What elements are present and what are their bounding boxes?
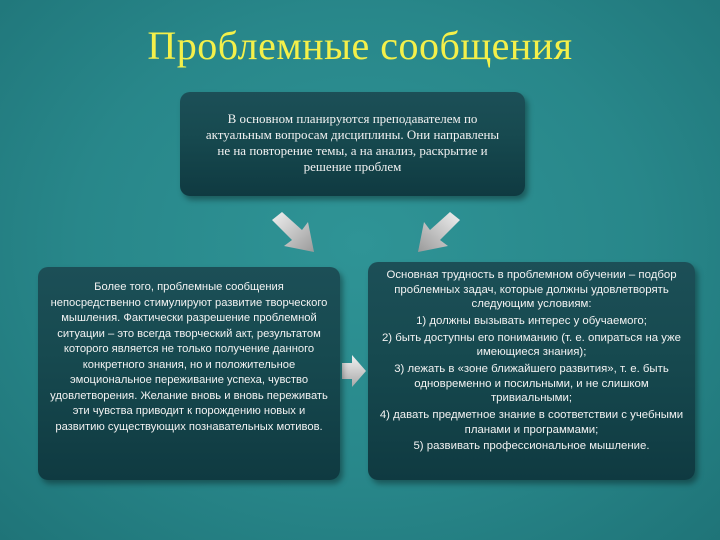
top-box-text: В основном планируются преподавателем по актуальным вопросам дисциплины. Они направлены не на повторение темы, а на анализ, раскрытие и решение проблем [205, 111, 500, 174]
arrow-down-left-icon [408, 206, 464, 258]
left-box [38, 267, 340, 480]
top-box [180, 92, 525, 196]
condition-item: 1) должны вызывать интерес у обучаемого; [416, 314, 647, 327]
right-box [368, 262, 695, 480]
slide-title: Проблемные сообщения [147, 23, 573, 68]
arrow-right-icon [340, 352, 368, 390]
right-box-intro: Основная трудность в проблемном обучении – подбор проблемных задач, которые должны удовлетворять следующим условиям: [386, 269, 677, 310]
condition-item: 5) развивать профессиональное мышление. [413, 440, 650, 453]
left-box-text: Более того, проблемные сообщения непосредственно стимулируют развитие творческого мышления. Фактически разрешение проблемной ситуации – это всегда творческий акт, результатом которого является не только получение данного конкретного знания, но и положительное эмоциональное переживание успеха, чувство удовлетворения. Желание вновь и вновь переживать эти чувства приводит к порождению новых и развитию существующих познавательных мотивов. [50, 281, 328, 433]
condition-item: 3) лежать в «зоне ближайшего развития», т. е. быть одновременно и посильными, и не слишком тривиальными; [394, 363, 669, 405]
arrow-down-right-icon [268, 206, 324, 258]
condition-item: 4) давать предметное знание в соответствии с учебными планами и программами; [379, 409, 684, 436]
condition-item: 2) быть доступны его пониманию (т. е. опираться на уже имеющиеся знания); [381, 331, 682, 359]
